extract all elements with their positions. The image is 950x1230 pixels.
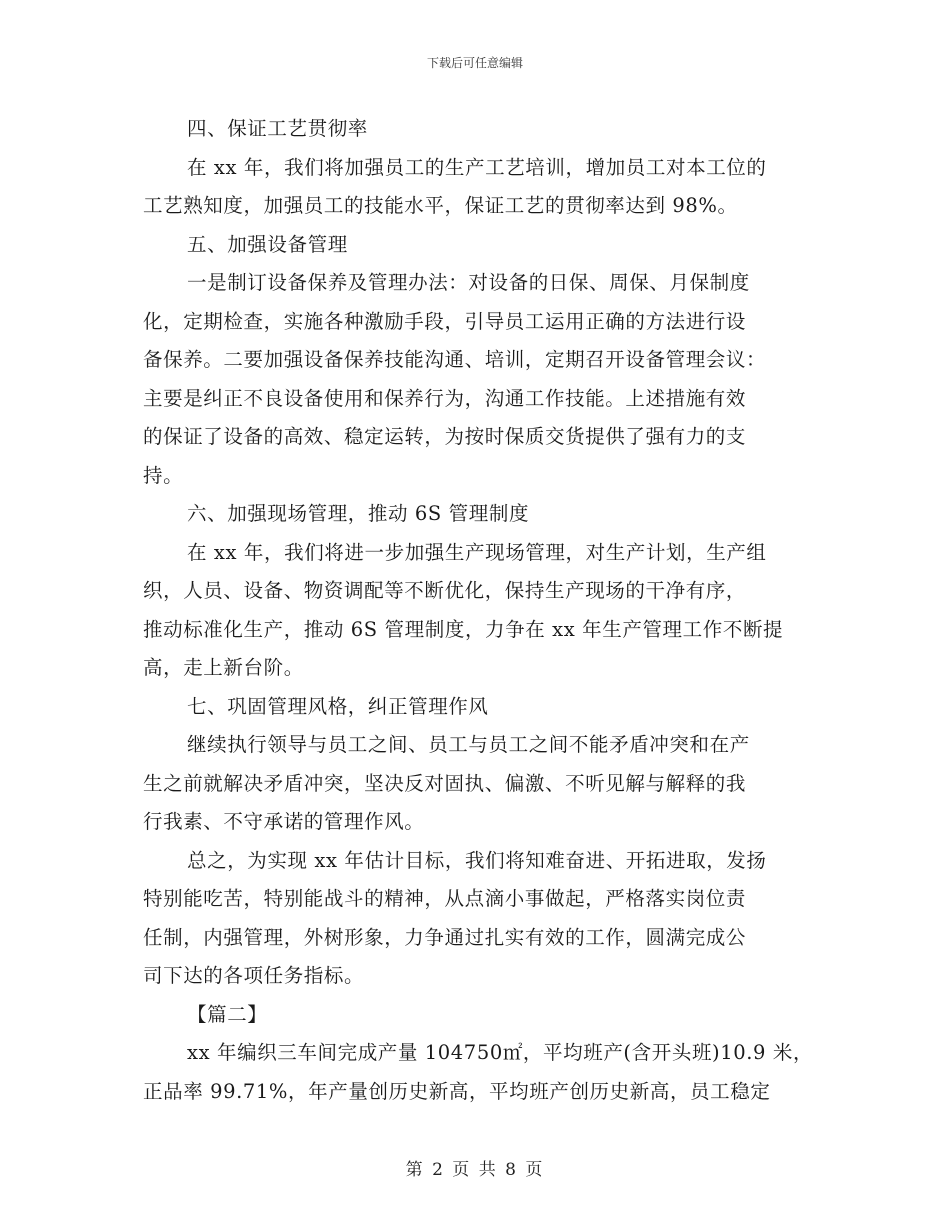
text-line: 的保证了设备的高效、稳定运转，为按时保质交货提供了强有力的支 [143,425,747,448]
page-footer: 第 2 页 共 8 页 [405,1160,545,1180]
text-line: 持。 [143,463,184,487]
text-line: 高，走上新台阶。 [143,656,304,679]
text-line: 四、保证工艺贯彻率 [187,117,368,140]
text-line: xx 年编织三车间完成产量 104750㎡，平均班产(含开头班)10.9 米， [187,1041,814,1064]
text-line: 正品率 99.71%，年产量创历史新高，平均班产创历史新高，员工稳定 [143,1079,771,1103]
text-line: 继续执行领导与员工之间、员工与员工之间不能矛盾冲突和在产 [187,733,750,756]
text-line: 推动标准化生产，推动 6S 管理制度，力争在 xx 年生产管理工作不断提 [143,617,784,641]
text-line: 化，定期检查，实施各种激励手段，引导员工运用正确的方法进行设 [143,309,747,333]
text-line: 【篇二】 [187,1002,268,1026]
text-line: 织，人员、设备、物资调配等不断优化，保持生产现场的干净有序， [143,579,747,602]
text-line: 主要是纠正不良设备使用和保养行为，沟通工作技能。上述措施有效 [143,386,747,410]
text-line: 一是制订设备保养及管理办法：对设备的日保、周保、月保制度 [187,271,750,294]
document-body [143,110,814,1111]
text-line: 在 xx 年，我们将进一步加强生产现场管理，对生产计划，生产组 [187,540,767,564]
text-line: 任制，内强管理，外树形象，力争通过扎实有效的工作，圆满完成公 [143,925,747,949]
text-line: 在 xx 年，我们将加强员工的生产工艺培训，增加员工对本工位的 [187,155,767,179]
text-line: 行我素、不守承诺的管理作风。 [143,810,425,833]
text-line: 五、加强设备管理 [187,232,348,256]
text-line: 总之，为实现 xx 年估计目标，我们将知难奋进、开拓进取，发扬 [187,848,767,872]
text-line: 备保养。二要加强设备保养技能沟通、培训，定期召开设备管理会议： [143,348,767,371]
text-line: 司下达的各项任务指标。 [143,964,365,987]
text-line: 特别能吃苦，特别能战斗的精神，从点滴小事做起，严格落实岗位责 [143,887,747,910]
text-line: 七、巩固管理风格，纠正管理作风 [187,694,489,718]
text-line: 生之前就解决矛盾冲突，坚决反对固执、偏激、不听见解与解释的我 [143,771,747,795]
text-line: 六、加强现场管理，推动 6S 管理制度 [187,502,530,525]
text-line: 工艺熟知度，加强员工的技能水平，保证工艺的贯彻率达到 98%。 [143,194,738,217]
page-header: 下载后可任意编辑 [426,56,523,70]
